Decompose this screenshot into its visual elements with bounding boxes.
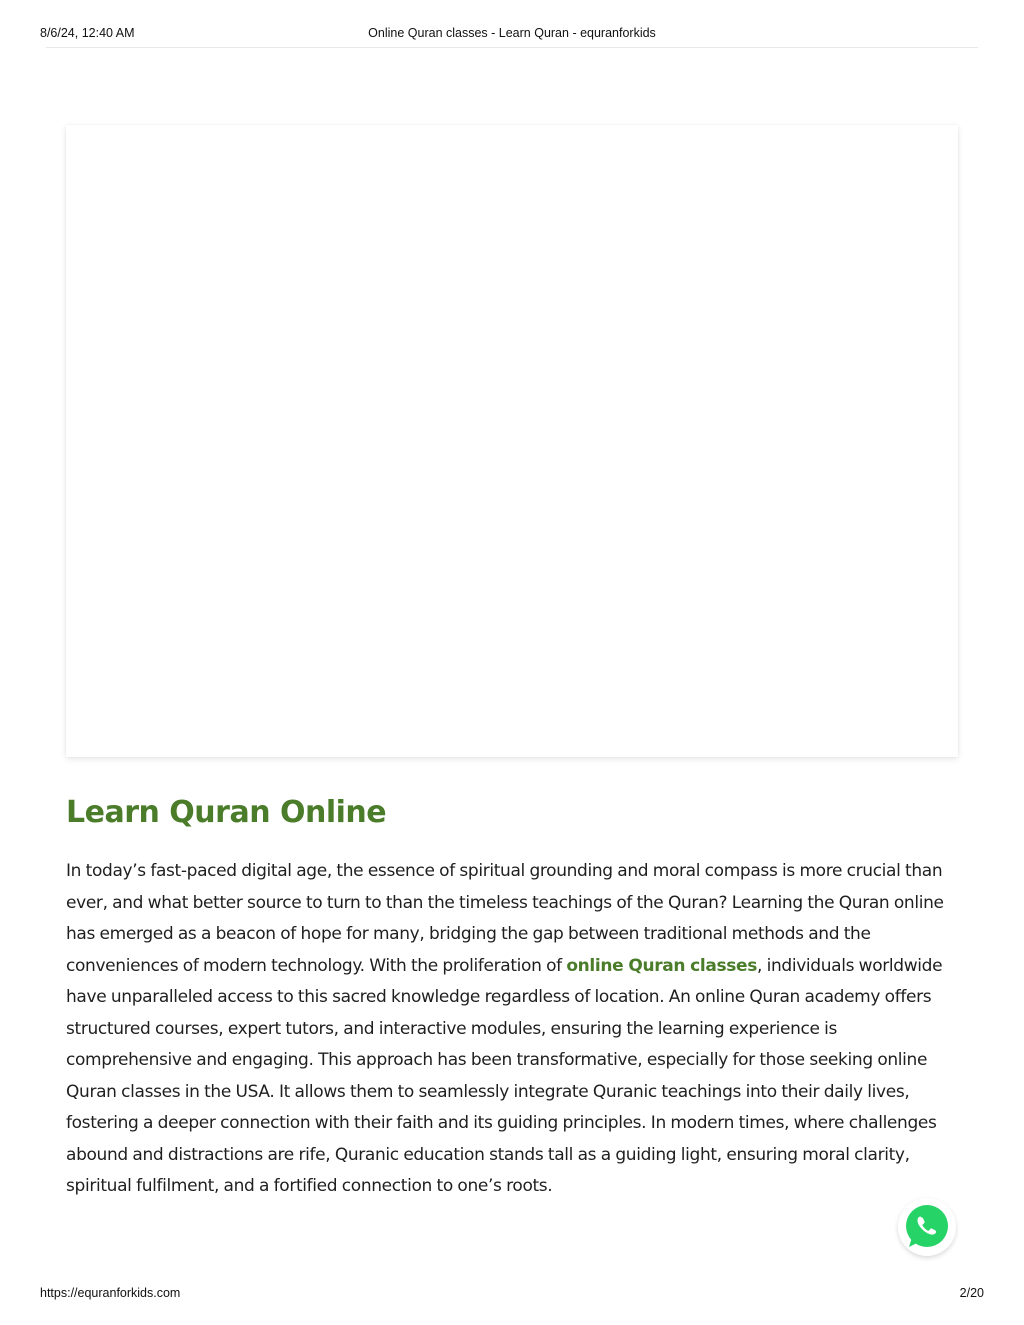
paragraph-text-start: In today’s fast-paced digital age, the essence of spiritual grounding and moral compass is more crucial than ever, and what better source to turn to than the timeless teachings of the Quran? Learning the Quran online has emerged as a beacon of hope for many, bridging the gap between traditional methods and the conveniences of modern technology. With the proliferation of bbox=[66, 861, 944, 976]
paragraph-text-end: , individuals worldwide have unparalleled access to this sacred knowledge regardless of location. An online Quran academy offers structured courses, expert tutors, and interactive modules, ensuring the learning experience is comprehensive and engaging. This approach has been transformative, especially for those seeking online Quran classes in the USA. It allows them to seamlessly integrate Quranic teachings into their daily lives, fostering a deeper connection with their faith and its guiding principles. In modern times, where challenges abound and distractions are rife, Quranic education stands tall as a guiding light, ensuring moral clarity, spiritual fulfilment, and a fortified connection to one’s roots. bbox=[66, 955, 943, 1196]
embedded-media-placeholder bbox=[66, 125, 958, 757]
print-date: 8/6/24, 12:40 AM bbox=[40, 26, 135, 40]
whatsapp-icon bbox=[901, 1201, 953, 1253]
page-number: 2/20 bbox=[959, 1286, 984, 1300]
section-heading: Learn Quran Online bbox=[66, 795, 387, 830]
whatsapp-chat-button[interactable] bbox=[898, 1198, 956, 1256]
header-divider bbox=[46, 47, 978, 48]
print-url: https://equranforkids.com bbox=[40, 1286, 181, 1300]
online-quran-classes-link[interactable]: online Quran classes bbox=[566, 955, 757, 976]
article-paragraph bbox=[66, 856, 958, 1203]
print-page-title: Online Quran classes - Learn Quran - equranforkids bbox=[368, 26, 656, 40]
